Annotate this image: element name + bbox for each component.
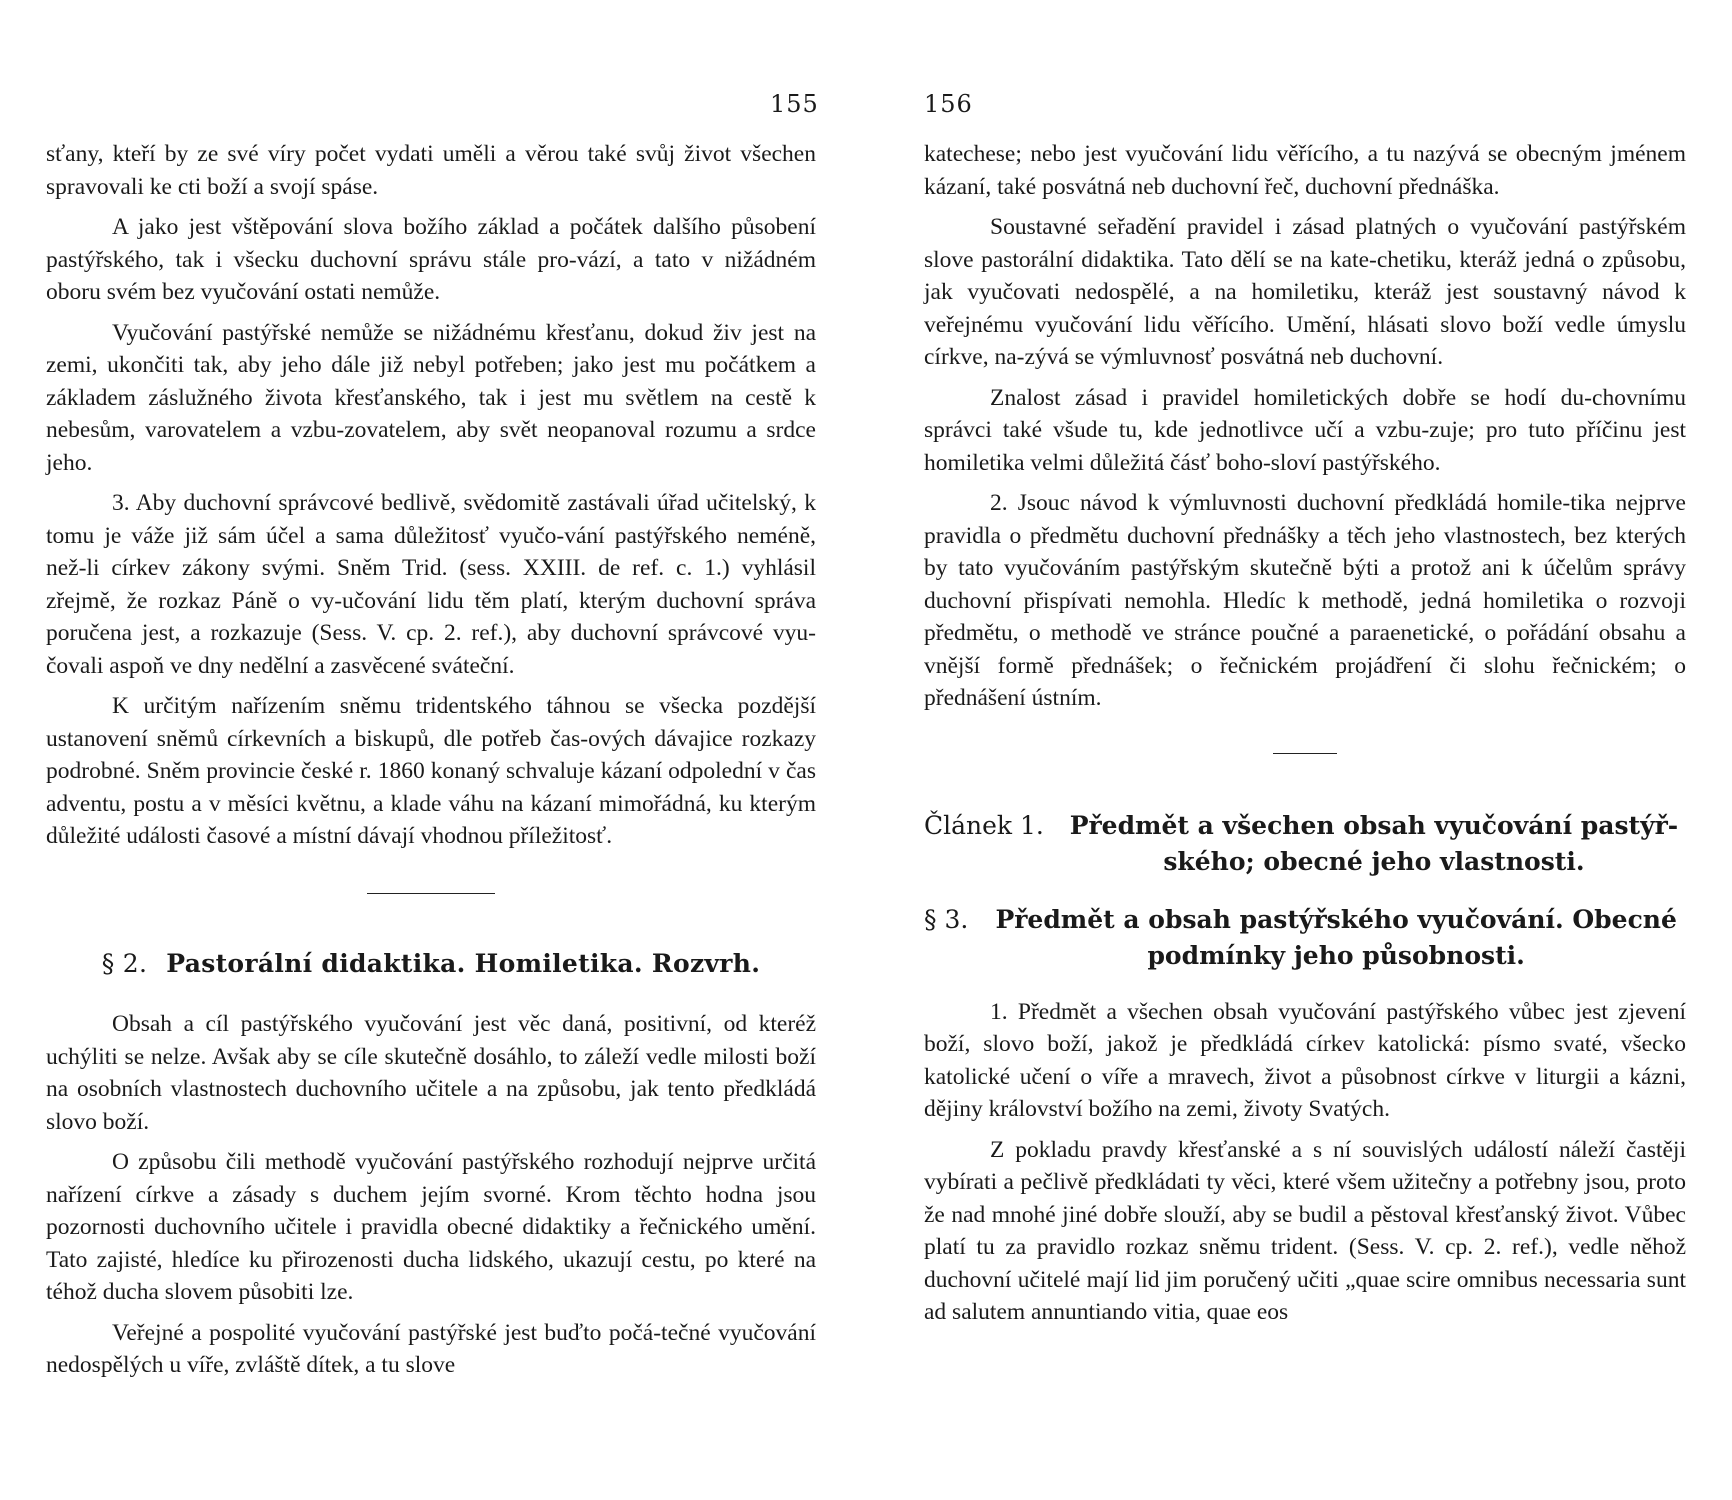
article-heading <box>924 808 1686 880</box>
paragraph: Obsah a cíl pastýřského vyučování jest věc daná, positivní, od kteréž uchýliti se nelze. Avšak aby se cíle skutečně dosáhlo, to záleží vedle milosti boží na osobních vlastnostech duchovního učitele a na způsobu, jak tento předkládá slovo boží. <box>46 1011 816 1135</box>
page-number: 155 <box>770 90 819 118</box>
page-number: 156 <box>924 90 973 118</box>
paragraph: 1. Předmět a všechen obsah vyučování pastýřského vůbec jest zjevení boží, slovo boží, jakož je předkládá církev katolická: písmo svaté, všecko katolické učení o víře a mravech, život a působnost církve v liturgii a kázni, dějiny království božího na zemi, životy Svatých. <box>924 998 1686 1122</box>
section-mark: § 2. <box>101 948 148 978</box>
paragraph: katechese; nebo jest vyučování lidu věřícího, a tu nazývá se obecným jménem kázaní, také posvátná neb duchovní řeč, duchovní přednáška. <box>924 141 1686 200</box>
section-title: Pastorální didaktika. Homiletika. Rozvrh. <box>166 948 761 978</box>
section-heading <box>924 902 1686 974</box>
paragraph: Vyučování pastýřské nemůže se nižádnému křesťanu, dokud živ jest na zemi, ukončiti tak, aby jeho dále již nebyl potřeben; jako jest mu počátkem a základem záslužného života křesťanského, tak i jest mu světlem na cestě k nebesům, varovatelem a vzbu-zovatelem, aby svět neopanoval rozumu a srdce jeho. <box>46 319 816 476</box>
paragraph: Znalost zásad i pravidel homiletických dobře se hodí du-chovnímu správci také všude tu, kde jednotlivce učí a vzbu-zuje; pro tuto příčinu jest homiletika velmi důležitá čásť boho-sloví pastýřského. <box>924 384 1686 476</box>
paragraph: Veřejné a pospolité vyučování pastýřské jest buďto počá-tečné vyučování nedospělých u víře, zvláště dítek, a tu slove <box>46 1319 816 1378</box>
section-title: Předmět a obsah pastýřského vyučování. Obecné podmínky jeho působnosti. <box>995 904 1677 970</box>
paragraph: O způsobu čili methodě vyučování pastýřského rozhodují nejprve určitá nařízení církve a zásady s duchem jejím svorné. Krom těchto hodna jsou pozornosti duchovního učitele i pravidla obecné didaktiky a řečnického umění. Tato zajisté, hledíce ku přirozenosti ducha lidského, ukazují cestu, po které na téhož ducha slovem působiti lze. <box>46 1149 816 1305</box>
article-label: Článek 1. <box>924 810 1044 840</box>
right-page <box>866 0 1732 1500</box>
left-text-column <box>46 138 816 1390</box>
section-heading <box>46 948 816 981</box>
right-text-column <box>924 138 1686 1337</box>
section-mark: § 3. <box>924 904 969 934</box>
paragraph: 2. Jsouc návod k výmluvnosti duchovní předkládá homile-tika nejprve pravidla o předmětu duchovní přednášky a těch jeho vlastnostech, bez kterých by tato vyučováním pastýřským skutečně býti a protož ani k účelům správy duchovní přispívati nemohla. Hledíc k methodě, jedná homiletika o rozvoji předmětu, o methodě ve stránce poučné a paraenetické, o pořádání obsahu a vnější formě přednášek; o řečnickém projádření či slohu řečnickém; o přednášení ústním. <box>924 490 1686 711</box>
section-divider <box>1273 753 1337 754</box>
paragraph: Soustavné seřadění pravidel i zásad platných o vyučování pastýřském slove pastorální didaktika. Tato dělí se na kate-chetiku, kteráž jedná o způsobu, jak vyučovati nedospělé, a na homiletiku, kteráž jest soustavný návod k veřejnému vyučování lidu věřícího. Umění, hlásati slovo boží vedle úmyslu církve, na-zývá se výmluvnosť posvátná neb duchovní. <box>924 214 1686 370</box>
paragraph: Z pokladu pravdy křesťanské a s ní souvislých událostí náleží častěji vybírati a pečlivě předkládati ty věci, které všem užitečny a potřebny jsou, proto že nad mnohé jiné dobře slouží, aby se budil a pěstoval křesťanský život. Vůbec platí tu za pravidlo rozkaz sněmu trident. (Sess. V. cp. 2. ref.), vedle něhož duchovní učitelé mají lid jim poručený učiti „quae scire omnibus necessaria sunt ad salutem annuntiando vitia, quae eos <box>924 1136 1686 1325</box>
paragraph: sťany, kteří by ze své víry počet vydati uměli a věrou také svůj život všechen spravovali ke cti boží a svojí spáse. <box>46 141 816 200</box>
section-divider <box>367 893 495 894</box>
paragraph: A jako jest vštěpování slova božího základ a počátek dalšího působení pastýřského, tak i všecku duchovní správu stále pro-vází, a tato v nižádném oboru svém bez vyučování ostati nemůže. <box>46 214 816 305</box>
paragraph: K určitým nařízením sněmu tridentského táhnou se všecka pozdější ustanovení sněmů církevních a biskupů, dle potřeb čas-ových dávajice rozkazy podrobné. Sněm provincie české r. 1860 konaný schvaluje kázaní odpolední v čas adventu, postu a v měsíci květnu, a klade váhu na kázaní mimořádná, ku kterým důležité události časové a místní dávají vhodnou příležitosť. <box>46 693 816 849</box>
paragraph: 3. Aby duchovní správcové bedlivě, svědomitě zastávali úřad učitelský, k tomu je váže již sám účel a sama důležitosť vyučo-vání pastýřského neméně, než-li církev zákony svými. Sněm Trid. (sess. XXIII. de ref. c. 1.) vyhlásil zřejmě, že rozkaz Páně o vy-učování lidu těm platí, kterým duchovní správa poručena jest, a rozkazuje (Sess. V. cp. 2. ref.), aby duchovní správcové vyu-čovali aspoň ve dny nedělní a zasvěcené sváteční. <box>46 490 816 679</box>
article-title: Předmět a všechen obsah vyučování pastýř-ského; obecné jeho vlastnosti. <box>1069 810 1679 876</box>
